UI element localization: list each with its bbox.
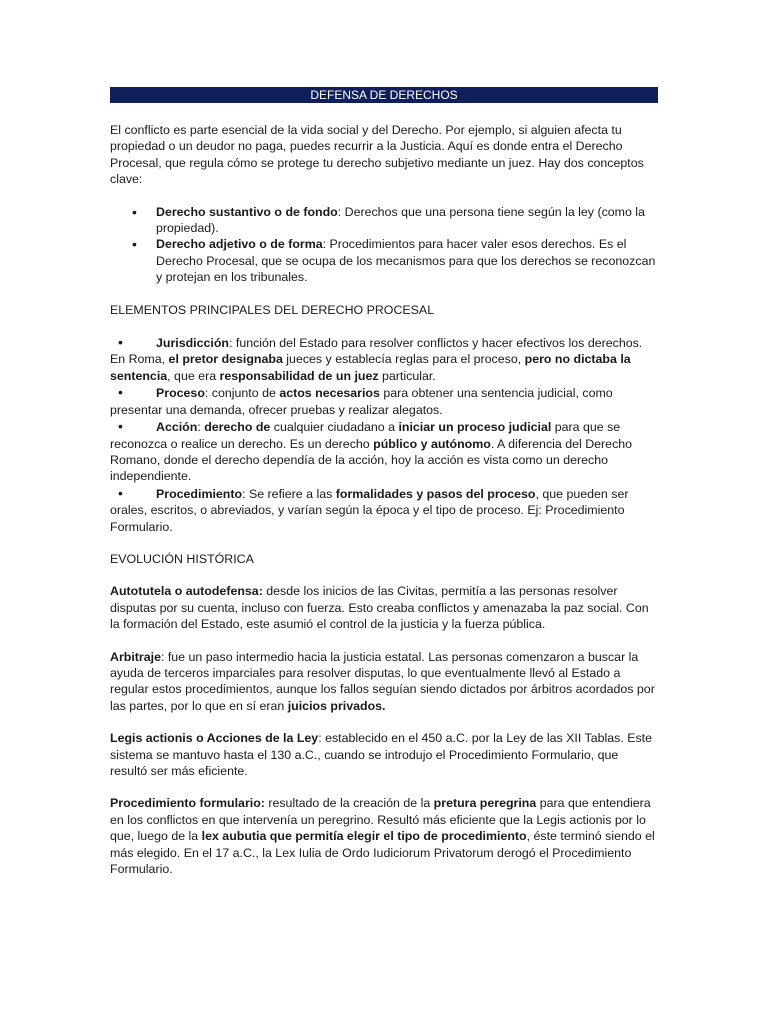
element-text: cualquier ciudadano a [270,420,399,435]
element-bold: público y autónomo [373,436,491,451]
history-bold: juicios privados. [287,698,386,713]
history-term: Procedimiento formulario: [110,796,265,811]
element-term: Jurisdicción [156,336,229,351]
history-text: : fue un paso intermedio hacia la justicia estatal. Las personas comenzaron a buscar la ayuda de terceros imparciales para resolver disputas, lo que eventualmente llevó al Estado a regular estos procedimientos, aunque los fallos seguían siendo dictados por árbitros acordados por las partes, por lo que en sí eran [110,649,655,713]
history-term: Arbitraje [110,649,161,664]
concept-text: : Derechos que una persona tiene según la ley (como la propiedad). [156,204,645,236]
element-bold: pero no dictaba la sentencia [110,352,631,383]
element-bold: formalidades y pasos del proceso [335,486,536,501]
history-term: Autotutela o autodefensa: [110,584,263,599]
history-legis [110,730,658,779]
intro-paragraph: El conflicto es parte esencial de la vida social y del Derecho. Por ejemplo, si alguien afecta tu propiedad o un deudor no paga, puedes recurrir a la Justicia. Aquí es donde entra el Derecho Procesal, que regula cómo se protege tu derecho subjetivo mediante un juez. Hay dos conceptos clave: [110,123,644,187]
element-text: : Se refiere a las [242,486,336,501]
concept-item-sustantivo [110,204,658,237]
element-bold: iniciar un proceso judicial [398,420,552,435]
element-term: Procedimiento [156,486,243,501]
concept-text: : Procedimientos para hacer valer esos derechos. Es el Derecho Procesal, que se ocupa de los mecanismos para que los derechos se reconozcan y protejan en los tribunales. [156,237,656,285]
element-text: para obtener una sentencia judicial, como presentar una demanda, ofrecer pruebas y realizar alegatos. [110,386,613,417]
element-term: Proceso [156,386,205,401]
history-text: , éste terminó siendo el más elegido. En el 17 a.C., la Lex Iulia de Ordo Iudiciorum Privatorum derogó el Procedimiento Formulario. [110,829,655,877]
bullet-icon: • [118,484,123,501]
concepts-list [110,204,658,286]
bullet-icon: • [118,334,123,351]
element-procedimiento [110,485,658,535]
element-text: : conjunto de [204,386,280,401]
element-text: para que se reconozca o realice un derecho. Es un derecho [110,420,621,451]
element-bold: responsabilidad de un juez [219,368,379,383]
concept-term: Derecho adjetivo o de forma [156,237,323,252]
bullet-icon: • [118,418,123,435]
history-term: Legis actionis o Acciones de la Ley [110,731,319,746]
elements-heading: ELEMENTOS PRINCIPALES DEL DERECHO PROCESAL [110,302,435,317]
history-text: desde los inicios de las Civitas, permitía a las personas resolver disputas por su cuenta, incluso con fuerza. Esto creaba conflictos y amenazaba la paz social. Con la formación del Estado, este asumió el control de la justicia y la fuerza pública. [110,584,649,632]
element-text: : [197,420,205,435]
history-autotutela [110,583,658,632]
history-bold: lex aubutia que permitía elegir el tipo de procedimiento [201,829,527,844]
history-text: resultado de la creación de la [264,796,434,811]
element-accion [110,418,658,485]
element-bold: derecho de [204,420,271,435]
history-text: para que entendiera en los conflictos en que intervenía un peregrino. Resultó más eficiente que la Legis actionis por lo que, luego de la [110,796,651,844]
element-text: , que era [167,368,220,383]
element-text: particular. [378,368,436,383]
elements-list [110,334,658,535]
history-heading: EVOLUCIÓN HISTÓRICA [110,551,254,566]
concept-term: Derecho sustantivo o de fondo [156,204,338,219]
element-bold: actos necesarios [279,386,380,401]
bullet-icon: • [118,384,123,401]
element-text: , que pueden ser orales, escritos, o abreviados, y varían según la época y el tipo de proceso. Ej: Procedimiento Formulario. [110,486,629,534]
element-bold: el pretor designaba [168,352,283,367]
document-body [110,87,658,877]
element-jurisdiccion [110,334,658,384]
history-formulario [110,795,658,877]
element-term: Acción [156,420,198,435]
element-text: . A diferencia del Derecho Romano, donde el derecho dependía de la acción, hoy la acción es vista como un derecho independiente. [110,436,633,484]
document-title: DEFENSA DE DERECHOS [110,87,658,103]
element-text: jueces y establecía reglas para el proceso, [282,352,525,367]
element-proceso [110,384,658,418]
history-text: : establecido en el 450 a.C. por la Ley de las XII Tablas. Este sistema se mantuvo hasta el 130 a.C., cuando se introdujo el Procedimiento Formulario, que resultó ser más eficiente. [110,731,653,778]
element-text: : función del Estado para resolver conflictos y hacer efectivos los derechos. En Roma, [110,336,643,367]
history-bold: pretura peregrina [433,796,537,811]
history-arbitraje [110,649,658,715]
concept-item-adjetivo [110,236,658,285]
